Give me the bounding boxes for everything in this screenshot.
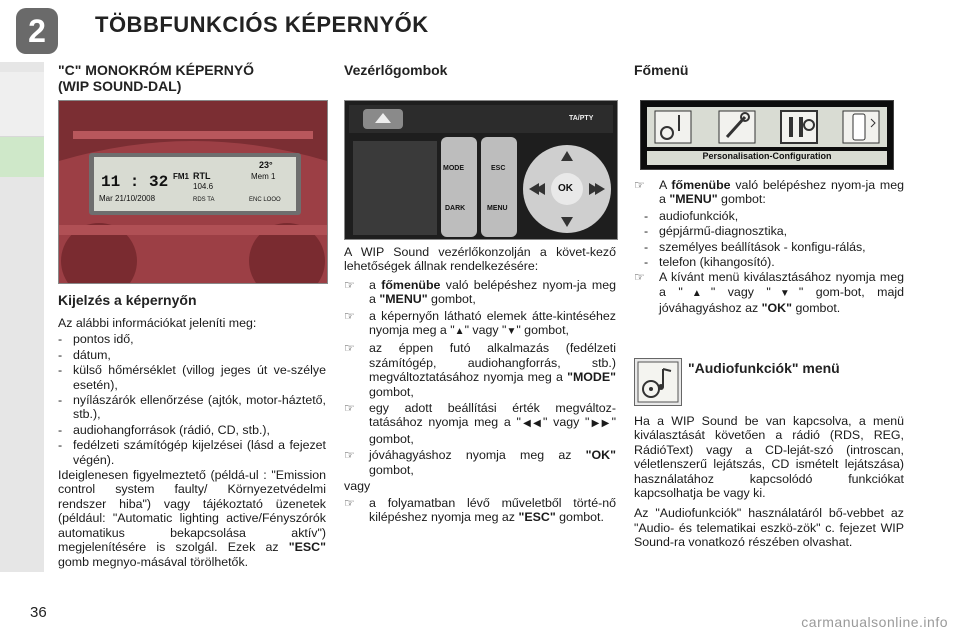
audio-icon	[655, 111, 691, 143]
display-rds: RDS TA	[193, 197, 215, 203]
menu-button[interactable]: MENU	[487, 205, 508, 212]
display-time: 11 : 32	[101, 173, 169, 191]
up-arrow-icon: ▲	[454, 326, 465, 338]
audio-menu-heading	[688, 360, 904, 376]
bullet-item: ☞ jóváhagyáshoz nyomja meg az "OK" gombot,	[344, 448, 616, 477]
controls-intro: A WIP Sound vezérlőkonzolján a követ-kező lehetőségek állnak rendelkezésére:	[344, 245, 616, 274]
hand-pointer-icon: ☞	[344, 308, 355, 323]
hand-pointer-icon: ☞	[634, 178, 645, 192]
display-frequency: 104.6	[193, 182, 214, 191]
section-title-screen: "C" MONOKRÓM KÉPERNYŐ (WIP SOUND-DAL)	[58, 62, 255, 94]
list-item: - audiohangforrások (rádió, CD, stb.),	[58, 422, 270, 437]
list-item: - gépjármű-diagnosztika,	[644, 224, 788, 239]
display-band: FM1	[173, 172, 189, 181]
column-audio-text	[634, 414, 904, 552]
section-title-display: Kijelzés a képernyőn	[58, 292, 197, 308]
column-monochrome-screen	[58, 62, 328, 94]
display-temperature: 23°	[259, 160, 273, 170]
section-title-main-menu: Főmenü	[634, 62, 689, 78]
down-arrow-icon: ▼	[506, 326, 517, 338]
phone-icon	[843, 111, 879, 143]
chapter-number: 2	[16, 8, 58, 54]
hand-pointer-icon: ☞	[344, 401, 355, 416]
hand-pointer-icon: ☞	[344, 277, 355, 292]
display-intro: Az alábbi információkat jeleníti meg:	[58, 316, 257, 330]
hand-pointer-icon: ☞	[344, 495, 355, 510]
menu-label: Personalisation-Configuration	[702, 151, 832, 161]
list-item: - telefon (kihangosító).	[644, 255, 775, 270]
chapter-tab-strip	[0, 62, 44, 572]
column-main-menu-text	[634, 178, 904, 318]
column-screen-text	[58, 292, 326, 571]
mode-button[interactable]: MODE	[443, 165, 464, 172]
list-item: - külső hőmérséklet (villog jeges út ve-szélye esetén),	[58, 363, 326, 392]
control-panel-photo	[344, 100, 618, 240]
bullet-item: ☞ a képernyőn látható elemek átte-kintéséhez nyomja meg a "▲" vagy "▼" gombot,	[344, 308, 616, 338]
audio-functions-icon	[634, 358, 682, 406]
audio-paragraph-2: Az "Audiofunkciók" használatáról bő-vebbet az "Audio- és telematikai eszkö-zök" c. fejezet WIP Sound-ra vonatkozó részében olvashat.	[634, 506, 904, 550]
bullet-item: ☞ a főmenübe való belépéshez nyom-ja meg a "MENU" gombot,	[344, 277, 616, 307]
column-controls-heading	[344, 62, 616, 78]
dark-button[interactable]: DARK	[445, 205, 466, 212]
list-item: - személyes beállítások - konfigu-rálás,	[644, 239, 866, 254]
display-info: ENC LOOO	[249, 197, 281, 203]
bullet-item: ☞ A kívánt menü kiválasztásához nyomja meg a "▲" vagy "▼" gom-bot, majd jóváhagyáshoz az "OK" gombot.	[634, 270, 905, 316]
bullet-item: ☞ a folyamatban lévő műveletből törté-nő kilépéshez nyomja meg az "ESC" gombot.	[344, 495, 616, 524]
hand-pointer-icon: ☞	[344, 448, 355, 463]
section-title-controls: Vezérlőgombok	[344, 62, 448, 78]
hand-pointer-icon: ☞	[634, 270, 645, 285]
column-controls-text	[344, 245, 616, 526]
rewind-icon: ◀◀	[520, 418, 544, 430]
section-title-audio-menu: "Audiofunkciók" menü	[688, 360, 840, 376]
page-number: 36	[30, 604, 47, 621]
dashboard-illustration	[59, 101, 327, 283]
list-item: - nyílászárók ellenőrzése (ajtók, motor-háztető, stb.),	[58, 393, 326, 422]
column-main-menu-heading	[634, 62, 904, 78]
page-title: TÖBBFUNKCIÓS KÉPERNYŐK	[95, 12, 429, 37]
audio-icon	[635, 359, 681, 405]
list-item: - pontos idő,	[58, 332, 134, 347]
display-memory: Mem 1	[251, 172, 276, 181]
display-station: RTL	[193, 171, 211, 181]
warning-paragraph: Ideiglenesen figyelmeztető (példá-ul : "Emission control system faulty/ Környezetvédelmi rendszer hiba") vagy tájékoztató üzenetek (például: "Automatic lighting active/Fényszórók automatikus bekapcsolása aktív") megjelenítésére is szolgál. Ezek az "ESC" gomb megnyo-másával törölhetők.	[58, 468, 326, 569]
list-item: - fedélzeti számítógép kijelzései (lásd a fejezet végén).	[58, 438, 326, 467]
or-text: vagy	[344, 479, 371, 494]
tab-inactive	[0, 72, 44, 137]
main-menu-screen-photo	[640, 100, 894, 170]
display-date: Mar 21/10/2008	[99, 194, 156, 203]
down-arrow-icon: ▼	[770, 287, 799, 299]
diagnostics-icon	[719, 111, 755, 143]
up-arrow-icon: ▲	[682, 287, 711, 299]
bullet-item: ☞ A főmenübe való belépéshez nyom-ja meg a "MENU" gombot:	[634, 178, 904, 207]
audio-paragraph-1: Ha a WIP Sound be van kapcsolva, a menü kiválasztását követően a rádió (RDS, REG, RádióText) vagy a CD-leját-szó (introscan, véletlenszerű lejátszás, CD ismételt lejátszása) használatához kapcsolódó funkciókat kapcsolhatja be vagy ki.	[634, 414, 904, 501]
ta-pty-button[interactable]: TA/PTY	[569, 115, 594, 122]
settings-icon	[781, 111, 817, 143]
bullet-item: ☞ az éppen futó alkalmazás (fedélzeti számítógép, audiohangforrás, stb.) megváltoztatásához nyomja meg a "MODE" gombot,	[344, 341, 616, 399]
ok-button[interactable]: OK	[558, 183, 573, 194]
hand-pointer-icon: ☞	[344, 341, 355, 356]
list-item: - dátum,	[58, 347, 111, 362]
list-item: - audiofunkciók,	[644, 208, 739, 223]
forward-icon: ▶▶	[589, 418, 612, 430]
dashboard-screen-photo	[58, 100, 328, 284]
tab-active	[0, 137, 44, 177]
watermark: carmanualsonline.info	[801, 614, 948, 630]
esc-button[interactable]: ESC	[491, 165, 506, 172]
bullet-item: ☞ egy adott beállítási érték megváltoz-tatásához nyomja meg a "◀◀" vagy "▶▶" gombot,	[344, 401, 616, 446]
